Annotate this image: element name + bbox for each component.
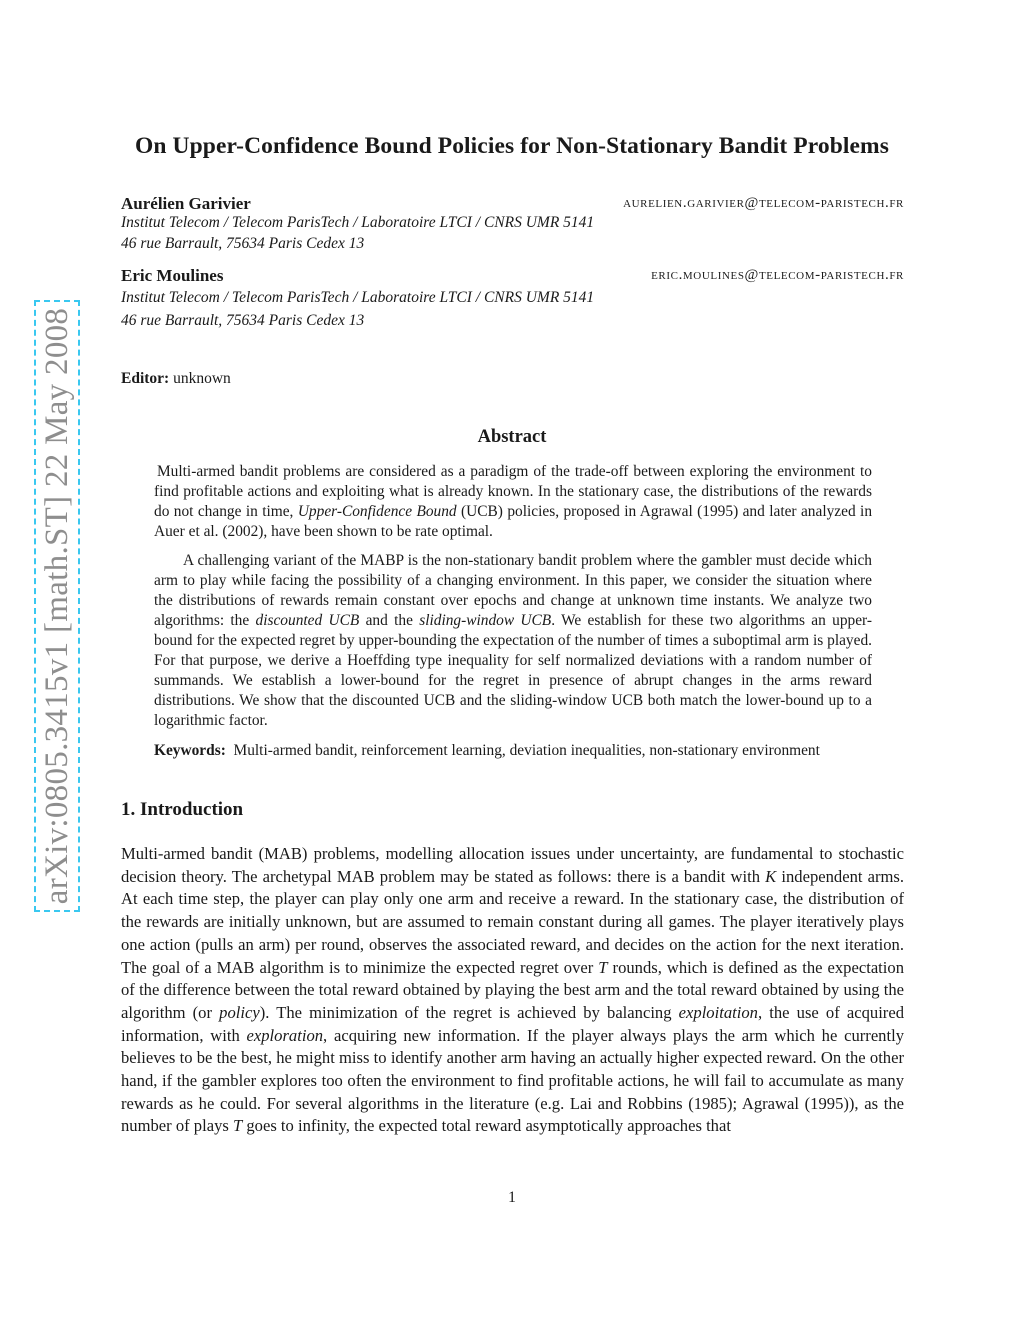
abstract-p2-emphasis-2: sliding-window UCB: [419, 612, 552, 629]
author-address-2: 46 rue Barrault, 75634 Paris Cedex 13: [121, 312, 365, 329]
paper-title: On Upper-Confidence Bound Policies for Non-Stationary Bandit Problems: [135, 133, 889, 159]
abstract-p1-text-b: (UCB) policies, proposed in Agrawal (1995) and later analyzed in Auer et al. (2002), have been shown to be rate optimal.: [154, 503, 873, 540]
intro-text-7: goes to infinity, the expected total reward asymptotically approaches that: [242, 1116, 731, 1136]
arxiv-id: arXiv:0805.3415v1 [math.ST] 22 May 2008: [34, 300, 80, 912]
keywords-value: Multi-armed bandit, reinforcement learning, deviation inequalities, non-stationary environment: [233, 742, 820, 759]
keywords-line: [154, 741, 872, 761]
intro-text-1: Multi-armed bandit (MAB) problems, modelling allocation issues under uncertainty, are fundamental to stochastic decision theory. The archetypal MAB problem may be stated as follows: there is a bandit with: [121, 844, 904, 886]
editor-label: Editor:: [121, 370, 170, 387]
keywords-label: Keywords:: [154, 742, 226, 759]
abstract-p1-text-a: Multi-armed bandit problems are considered as a paradigm of the trade-off between exploring the environment to find profitable actions and exploiting what is already known. In the stationary case, the distributions of the rewards do not change in time,: [154, 463, 872, 520]
intro-emphasis-exploration: exploration: [246, 1025, 324, 1045]
intro-text-3: rounds, which is defined as the expectation of the difference between the total reward obtained by playing the best arm and the total reward obtained by using the algorithm (or: [121, 957, 904, 1022]
abstract-p2-text-c: . We establish for these two algorithms an upper-bound for the expected regret by upper-bounding the expectation of the number of times a suboptimal arm is played. For that purpose, we derive a Hoeffding type inequality for self normalized deviations with a random number of summands. We establish a lower-bound for the regret in presence of abrupt changes in the arms reward distributions. We show that the discounted UCB and the sliding-window UCB both match the lower-bound up to a logarithmic factor.: [154, 612, 872, 729]
page-number: 1: [508, 1189, 516, 1206]
introduction-paragraph: [121, 843, 904, 1138]
editor-value: unknown: [173, 370, 231, 387]
author-email-1[interactable]: aurelien.garivier@telecom-paristech.fr: [623, 195, 904, 211]
abstract-p2-text-a: A challenging variant of the MABP is the non-stationary bandit problem where the gambler must decide which arm to play while facing the possibility of a changing environment. In this paper, we consider the situation where the distributions of rewards remain constant over epochs and change at unknown time instants. We analyze two algorithms: the: [154, 552, 872, 629]
abstract-p2-text-b: and the: [359, 612, 420, 629]
intro-math-t-2: T: [232, 1116, 243, 1136]
intro-emphasis-exploitation: exploitation: [678, 1002, 758, 1022]
abstract-p2-emphasis-1: discounted UCB: [255, 612, 360, 629]
abstract-p1-emphasis: Upper-Confidence Bound: [297, 503, 457, 520]
abstract-heading: Abstract: [477, 427, 547, 447]
intro-text-2: independent arms. At each time step, the player can play only one arm and receive a reward. In the stationary case, the distribution of the rewards are initially unknown, but are assumed to remain constant during all games. The player iteratively plays one action (pulls an arm) per round, observes the associated reward, and decides on the action for the next iteration. The goal of a MAB algorithm is to minimize the expected regret over: [121, 866, 904, 977]
abstract-paragraph-1: [154, 462, 872, 542]
author-address-1: 46 rue Barrault, 75634 Paris Cedex 13: [121, 235, 365, 252]
arxiv-stamp: [32, 206, 82, 1006]
abstract-paragraph-2: [154, 551, 872, 731]
editor-line: [121, 370, 231, 388]
section-heading: 1. Introduction: [121, 799, 244, 820]
author-email-2[interactable]: eric.moulines@telecom-paristech.fr: [651, 267, 904, 283]
intro-emphasis-policy: policy: [219, 1002, 260, 1022]
intro-math-t: T: [598, 957, 608, 977]
intro-text-5: , the use of acquired information, with: [121, 1002, 904, 1045]
author-name-2: Eric Moulines: [121, 266, 224, 285]
author-affiliation-2: Institut Telecom / Telecom ParisTech / Laboratoire LTCI / CNRS UMR 5141: [121, 289, 595, 306]
author-name-1: Aurélien Garivier: [121, 194, 251, 213]
intro-text-4: ). The minimization of the regret is achieved by balancing: [259, 1002, 679, 1022]
intro-text-6: , acquiring new information. If the player always plays the arm which he currently believes to be the best, he might miss to identify another arm having an actually higher expected reward. On the other hand, if the gambler explores too often the environment to find profitable actions, he will fail to accumulate as many rewards as he could. For several algorithms in the literature (e.g. Lai and Robbins (1985); Agrawal (1995)), as the number of plays: [121, 1025, 904, 1136]
intro-math-k: K: [765, 866, 777, 886]
author-affiliation-1: Institut Telecom / Telecom ParisTech / Laboratoire LTCI / CNRS UMR 5141: [121, 214, 595, 231]
